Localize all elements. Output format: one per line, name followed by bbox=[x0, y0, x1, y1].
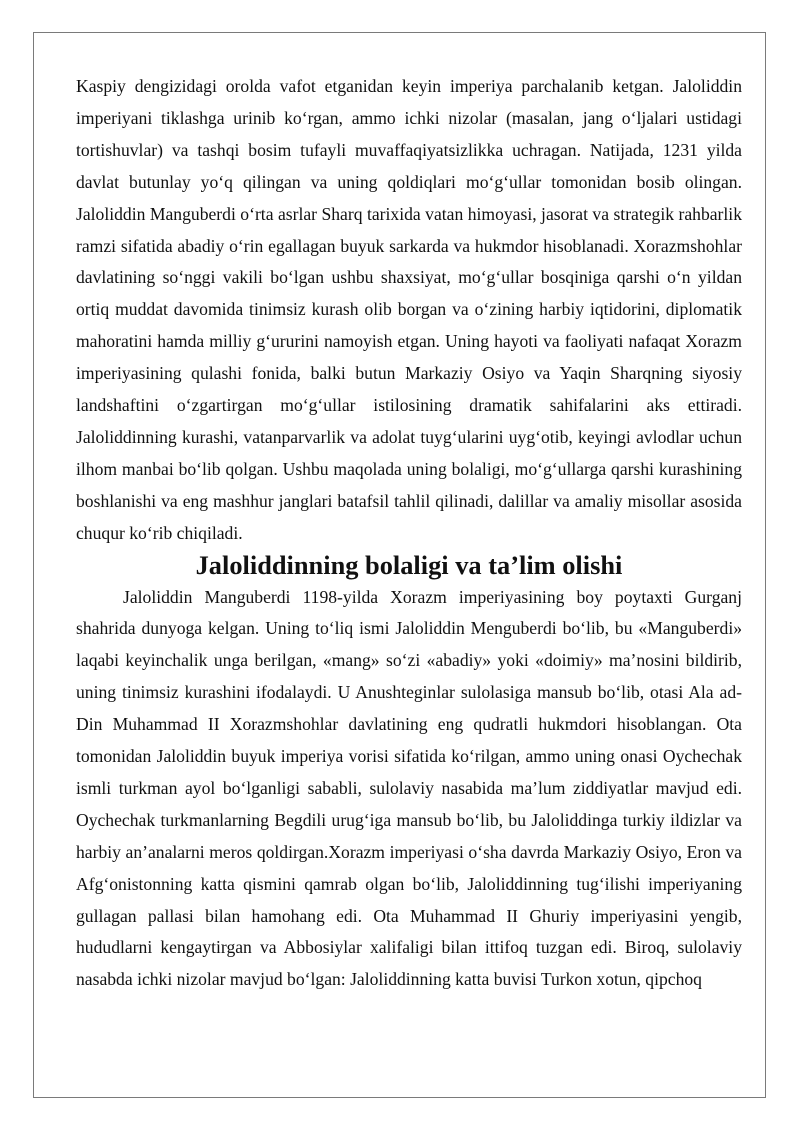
paragraph-intro: Kaspiy dengizidagi orolda vafot etganidan keyin imperiya parchalanib ketgan. Jaloliddin imperiyani tiklashga urinib ko‘rgan, ammo ichki nizolar (masalan, jang o‘ljalari ustidagi tortishuvlar) va tashqi bosim tufayli muvaffaqiyatsizlikka uchragan. Natijada, 1231 yilda davlat butunlay yo‘q qilingan va uning qoldiqlari mo‘g‘ullar tomonidan bosib olingan. Jaloliddin Manguberdi o‘rta asrlar Sharq tarixida vatan himoyasi, jasorat va strategik rahbarlik ramzi sifatida abadiy o‘rin egallagan buyuk sarkarda va hukmdor hisoblanadi. Xorazmshohlar davlatining so‘nggi vakili bo‘lgan ushbu shaxsiyat, mo‘g‘ullar bosqiniga qarshi o‘n yildan ortiq muddat davomida tinimsiz kurash olib borgan va o‘zining harbiy iqtidorini, diplomatik mahoratini hamda milliy g‘ururini namoyish etgan. Uning hayoti va faoliyati nafaqat Xorazm imperiyasining qulashi fonida, balki butun Markaziy Osiyo va Yaqin Sharqning siyosiy landshaftini o‘zgartirgan mo‘g‘ullar istilosining dramatik sahifalarini aks ettiradi. Jaloliddinning kurashi, vatanparvarlik va adolat tuyg‘ularini uyg‘otib, keyingi avlodlar uchun ilhom manbai bo‘lib qolgan. Ushbu maqolada uning bolaligi, mo‘g‘ullarga qarshi kurashining boshlanishi va eng mashhur janglari batafsil tahlil qilinadi, dalillar va amaliy misollar asosida chuqur ko‘rib chiqiladi. bbox=[76, 76, 742, 543]
section-heading: Jaloliddinning bolaligi va ta’lim olishi bbox=[195, 549, 623, 580]
paragraph-childhood: Jaloliddin Manguberdi 1198-yilda Xorazm imperiyasining boy poytaxti Gurganj shahrida dunyoga kelgan. Uning to‘liq ismi Jaloliddin Menguberdi bo‘lib, bu «Manguberdi» laqabi keyinchalik unga berilgan, «mang» so‘zi «abadiy» yoki «doimiy» ma’nosini bildirib, uning tinimsiz kurashini ifodalaydi. U Anushteginlar sulolasiga mansub bo‘lib, otasi Ala ad-Din Muhammad II Xorazmshohlar davlatining eng qudratli hukmdori hisoblangan. Ota tomonidan Jaloliddin buyuk imperiya vorisi sifatida ko‘rilgan, ammo uning onasi Oychechak ismli turkman ayol bo‘lganligi sababli, sulolaviy nasabida ma’lum ziddiyatlar mavjud edi. Oychechak turkmanlarning Begdili urug‘iga mansub bo‘lib, bu Jaloliddinga turkiy ildizlar va harbiy an’analarni meros qoldirgan.Xorazm imperiyasi o‘sha davrda Markaziy Osiyo, Eron va Afg‘onistonning katta qismini qamrab olgan bo‘lib, Jaloliddinning tug‘ilishi imperiyaning gullagan pallasi bilan hamohang edi. Ota Muhammad II Ghuriy imperiyasini yengib, hududlarni kengaytirgan va Abbosiylar xalifaligi bilan ittifoq tuzgan edi. Biroq, sulolaviy nasabda ichki nizolar mavjud bo‘lgan: Jaloliddinning katta buvisi Turkon xotun, qipchoq bbox=[76, 586, 742, 990]
document-body bbox=[76, 71, 742, 996]
